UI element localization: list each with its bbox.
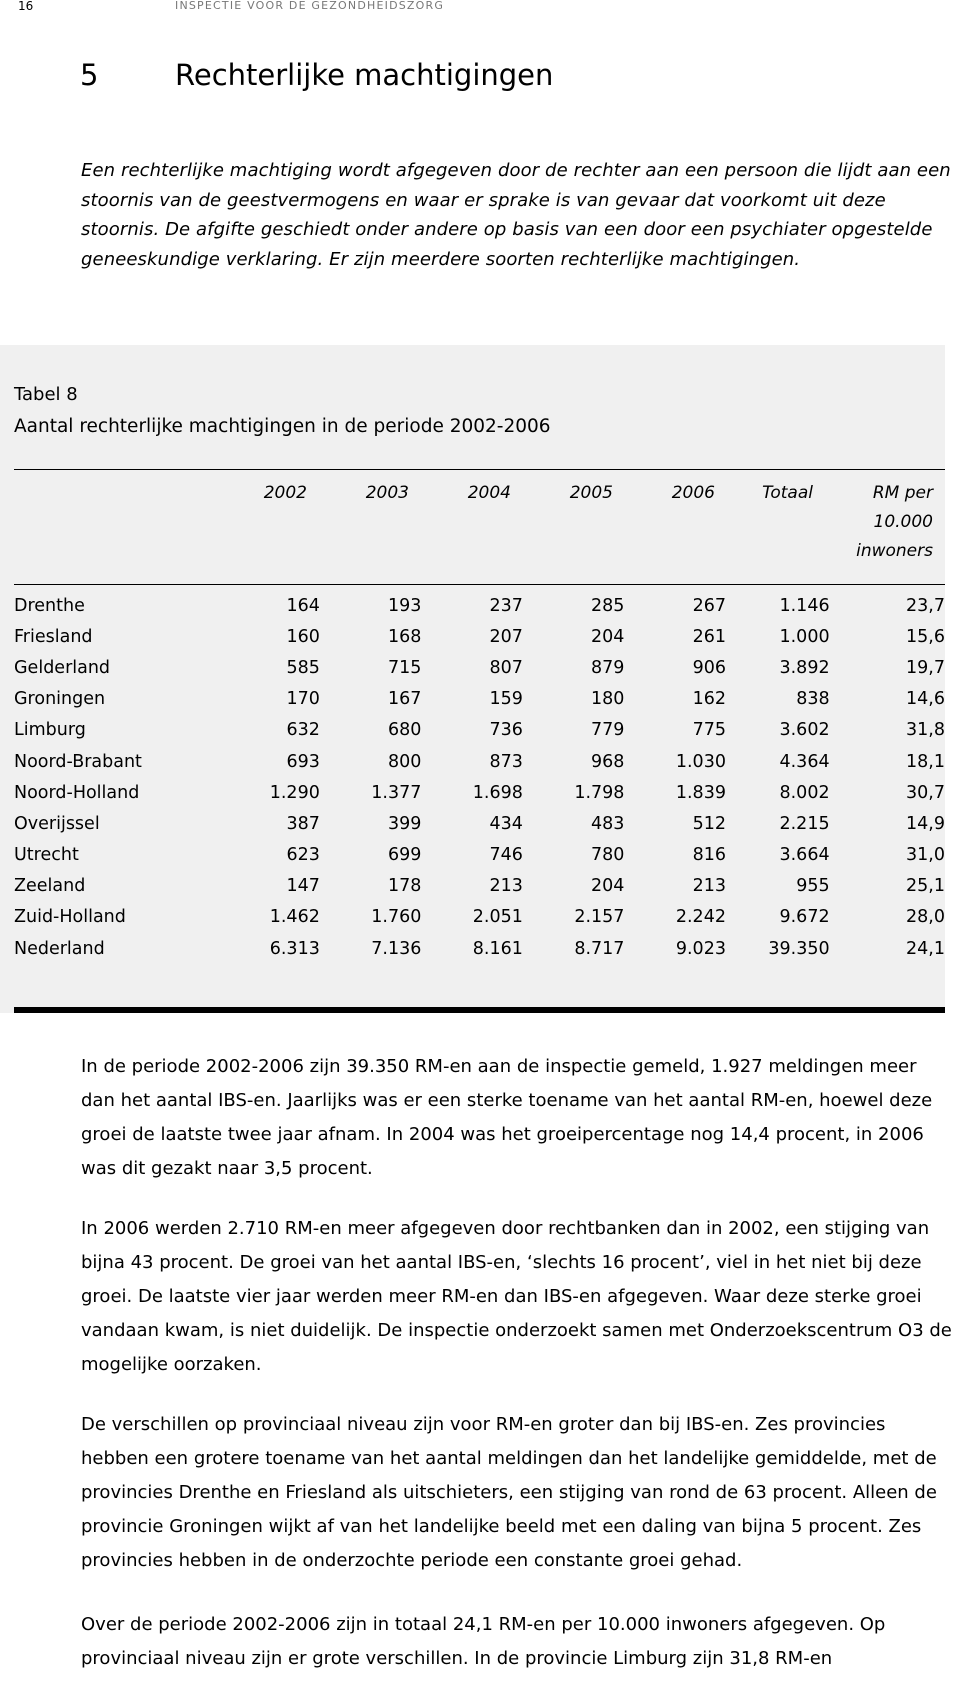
year-value-cell: 1.839 — [675, 782, 726, 803]
province-cell: Zeeland — [14, 876, 86, 897]
table-row — [0, 621, 945, 652]
chapter-heading — [80, 58, 553, 92]
year-value-cell: 680 — [387, 720, 422, 741]
rm-rate-cell: 14,9 — [906, 813, 945, 834]
table-row — [0, 590, 945, 621]
year-value-cell: 873 — [489, 751, 523, 772]
table-body — [0, 590, 945, 964]
column-header-2002: 2002 — [263, 483, 307, 503]
column-header-totaal: Totaal — [762, 483, 813, 503]
total-cell: 4.364 — [779, 751, 830, 772]
table-bottom-rule — [14, 1007, 945, 1013]
year-value-cell: 1.760 — [371, 907, 422, 928]
table-caption: Tabel 8 — [14, 384, 78, 405]
rm-rate-cell: 31,8 — [906, 720, 945, 741]
year-value-cell: 8.717 — [574, 938, 625, 959]
year-value-cell: 147 — [286, 876, 320, 897]
year-value-cell: 483 — [591, 813, 625, 834]
year-value-cell: 1.377 — [371, 782, 422, 803]
year-value-cell: 736 — [489, 720, 523, 741]
rm-header-line-2: 10.000 — [873, 512, 933, 532]
year-value-cell: 267 — [692, 595, 726, 616]
year-value-cell: 207 — [489, 626, 523, 647]
year-value-cell: 178 — [387, 876, 422, 897]
year-value-cell: 162 — [692, 689, 726, 710]
total-cell: 8.002 — [779, 782, 830, 803]
year-value-cell: 968 — [591, 751, 625, 772]
year-value-cell: 285 — [591, 595, 625, 616]
total-cell: 1.146 — [779, 595, 830, 616]
year-value-cell: 746 — [489, 845, 523, 866]
province-cell: Noord-Holland — [14, 782, 140, 803]
table-title: Aantal rechterlijke machtigingen in de periode 2002-2006 — [14, 416, 551, 437]
rm-header-line-3: inwoners — [856, 541, 933, 561]
province-cell: Noord-Brabant — [14, 751, 142, 772]
year-value-cell: 6.313 — [269, 938, 320, 959]
page-number: 16 — [18, 0, 34, 13]
year-value-cell: 261 — [692, 626, 726, 647]
year-value-cell: 699 — [387, 845, 422, 866]
year-value-cell: 632 — [286, 720, 320, 741]
year-value-cell: 693 — [286, 751, 320, 772]
year-value-cell: 906 — [692, 657, 726, 678]
running-title: INSPECTIE VOOR DE GEZONDHEIDSZORG — [175, 0, 445, 12]
year-value-cell: 170 — [286, 689, 320, 710]
data-table — [0, 590, 945, 964]
rm-rate-cell: 24,1 — [906, 938, 945, 959]
year-value-cell: 1.462 — [269, 907, 320, 928]
rm-rate-cell: 14,6 — [906, 689, 945, 710]
table-row — [0, 684, 945, 715]
year-value-cell: 1.798 — [574, 782, 625, 803]
table-top-rule — [14, 469, 945, 470]
year-value-cell: 2.157 — [574, 907, 625, 928]
province-cell: Drenthe — [14, 595, 85, 616]
year-value-cell: 1.030 — [675, 751, 726, 772]
year-value-cell: 159 — [489, 689, 523, 710]
table-row — [0, 902, 945, 933]
chapter-number: 5 — [80, 58, 99, 92]
year-value-cell: 879 — [591, 657, 625, 678]
rm-rate-cell: 23,7 — [906, 595, 945, 616]
paragraph-4: Over de periode 2002-2006 zijn in totaal 24,1 RM-en per 10.000 inwoners afgegeven. Op provinciaal niveau zijn er grote verschillen. In de provincie Limburg zijn 31,8 RM-en — [81, 1614, 886, 1669]
year-value-cell: 160 — [286, 626, 320, 647]
year-value-cell: 1.698 — [472, 782, 523, 803]
intro-paragraph: Een rechterlijke machtiging wordt afgegeven door de rechter aan een persoon die lijdt aan een stoornis van de geestvermogens en waar er sprake is van gevaar dat voorkomt uit deze stoornis. De afgifte geschiedt onder andere op basis van een door een psychiater opgestelde geneeskundige verklaring. Er zijn meerdere soorten rechterlijke machtigingen. — [81, 160, 951, 270]
year-value-cell: 775 — [692, 720, 726, 741]
total-cell: 838 — [796, 689, 830, 710]
table-row — [0, 871, 945, 902]
year-value-cell: 780 — [591, 845, 625, 866]
page-header — [0, 0, 960, 14]
total-cell: 955 — [796, 876, 830, 897]
year-value-cell: 623 — [286, 845, 320, 866]
year-value-cell: 8.161 — [472, 938, 523, 959]
year-value-cell: 2.242 — [675, 907, 726, 928]
year-value-cell: 399 — [387, 813, 422, 834]
rm-rate-cell: 31,0 — [906, 845, 945, 866]
table-row — [0, 715, 945, 746]
year-value-cell: 204 — [591, 876, 625, 897]
paragraph-2: In 2006 werden 2.710 RM-en meer afgegeven door rechtbanken dan in 2002, een stijging van bijna 43 procent. De groei van het aantal IBS-en, ‘slechts 16 procent’, viel in het niet bij deze groei. De laatste vier jaar werden meer RM-en dan IBS-en afgegeven. Waar deze sterke groei vandaan kwam, is niet duidelijk. De inspectie onderzoekt samen met Onderzoekscentrum O3 de mogelijke oorzaken. — [81, 1218, 952, 1375]
rm-rate-cell: 30,7 — [906, 782, 945, 803]
total-cell: 2.215 — [779, 813, 830, 834]
year-value-cell: 213 — [692, 876, 726, 897]
total-cell: 1.000 — [779, 626, 830, 647]
chapter-title: Rechterlijke machtigingen — [175, 58, 554, 92]
table-header-rule — [14, 584, 945, 585]
year-value-cell: 816 — [692, 845, 726, 866]
total-cell: 3.664 — [779, 845, 830, 866]
rm-rate-cell: 15,6 — [906, 626, 945, 647]
total-cell: 3.892 — [779, 657, 830, 678]
rm-rate-cell: 25,1 — [906, 876, 945, 897]
province-cell: Friesland — [14, 626, 93, 647]
year-value-cell: 9.023 — [675, 938, 726, 959]
year-value-cell: 180 — [591, 689, 625, 710]
year-value-cell: 213 — [489, 876, 523, 897]
table-row — [0, 808, 945, 839]
table-row — [0, 746, 945, 777]
column-header-rm-per-10000 — [813, 479, 933, 566]
year-value-cell: 779 — [591, 720, 625, 741]
paragraph-3: De verschillen op provinciaal niveau zijn voor RM-en groter dan bij IBS-en. Zes provincies hebben een grotere toename van het aantal meldingen dan het landelijke gemiddelde, met de provincies Drenthe en Friesland als uitschieters, een stijging van rond de 63 procent. Alleen de provincie Groningen wijkt af van het landelijke beeld met een daling van bijna 5 procent. Zes provincies hebben in de onderzochte periode een constante groei gehad. — [81, 1414, 937, 1571]
year-value-cell: 715 — [387, 657, 422, 678]
total-cell: 39.350 — [768, 938, 830, 959]
province-cell: Utrecht — [14, 845, 79, 866]
year-value-cell: 1.290 — [269, 782, 320, 803]
year-value-cell: 387 — [286, 813, 320, 834]
year-value-cell: 585 — [286, 657, 320, 678]
year-value-cell: 2.051 — [472, 907, 523, 928]
table-box — [0, 345, 945, 1013]
table-row — [0, 933, 945, 964]
province-cell: Gelderland — [14, 657, 111, 678]
year-value-cell: 167 — [387, 689, 422, 710]
province-cell: Zuid-Holland — [14, 907, 126, 928]
year-value-cell: 7.136 — [371, 938, 422, 959]
paragraph-1: In de periode 2002-2006 zijn 39.350 RM-en aan de inspectie gemeld, 1.927 meldingen meer dan het aantal IBS-en. Jaarlijks was er een sterke toename van het aantal RM-en, hoewel deze groei de laatste twee jaar afnam. In 2004 was het groeipercentage nog 14,4 procent, in 2006 was dit gezakt naar 3,5 procent. — [81, 1056, 933, 1179]
province-cell: Nederland — [14, 938, 105, 959]
province-cell: Overijssel — [14, 813, 100, 834]
table-row — [0, 840, 945, 871]
table-row — [0, 652, 945, 683]
year-value-cell: 807 — [489, 657, 523, 678]
year-value-cell: 800 — [387, 751, 422, 772]
rm-header-line-1: RM per — [872, 483, 933, 503]
year-value-cell: 512 — [692, 813, 726, 834]
year-value-cell: 204 — [591, 626, 625, 647]
year-value-cell: 237 — [489, 595, 523, 616]
column-header-2005: 2005 — [569, 483, 613, 503]
province-cell: Groningen — [14, 689, 106, 710]
year-value-cell: 168 — [387, 626, 422, 647]
total-cell: 9.672 — [779, 907, 830, 928]
table-row — [0, 777, 945, 808]
year-value-cell: 434 — [489, 813, 523, 834]
year-value-cell: 164 — [286, 595, 320, 616]
year-value-cell: 193 — [387, 595, 422, 616]
rm-rate-cell: 19,7 — [906, 657, 945, 678]
total-cell: 3.602 — [779, 720, 830, 741]
rm-rate-cell: 18,1 — [906, 751, 945, 772]
column-header-2004: 2004 — [467, 483, 511, 503]
province-cell: Limburg — [14, 720, 86, 741]
column-header-2006: 2006 — [671, 483, 715, 503]
rm-rate-cell: 28,0 — [906, 907, 945, 928]
column-header-2003: 2003 — [365, 483, 409, 503]
